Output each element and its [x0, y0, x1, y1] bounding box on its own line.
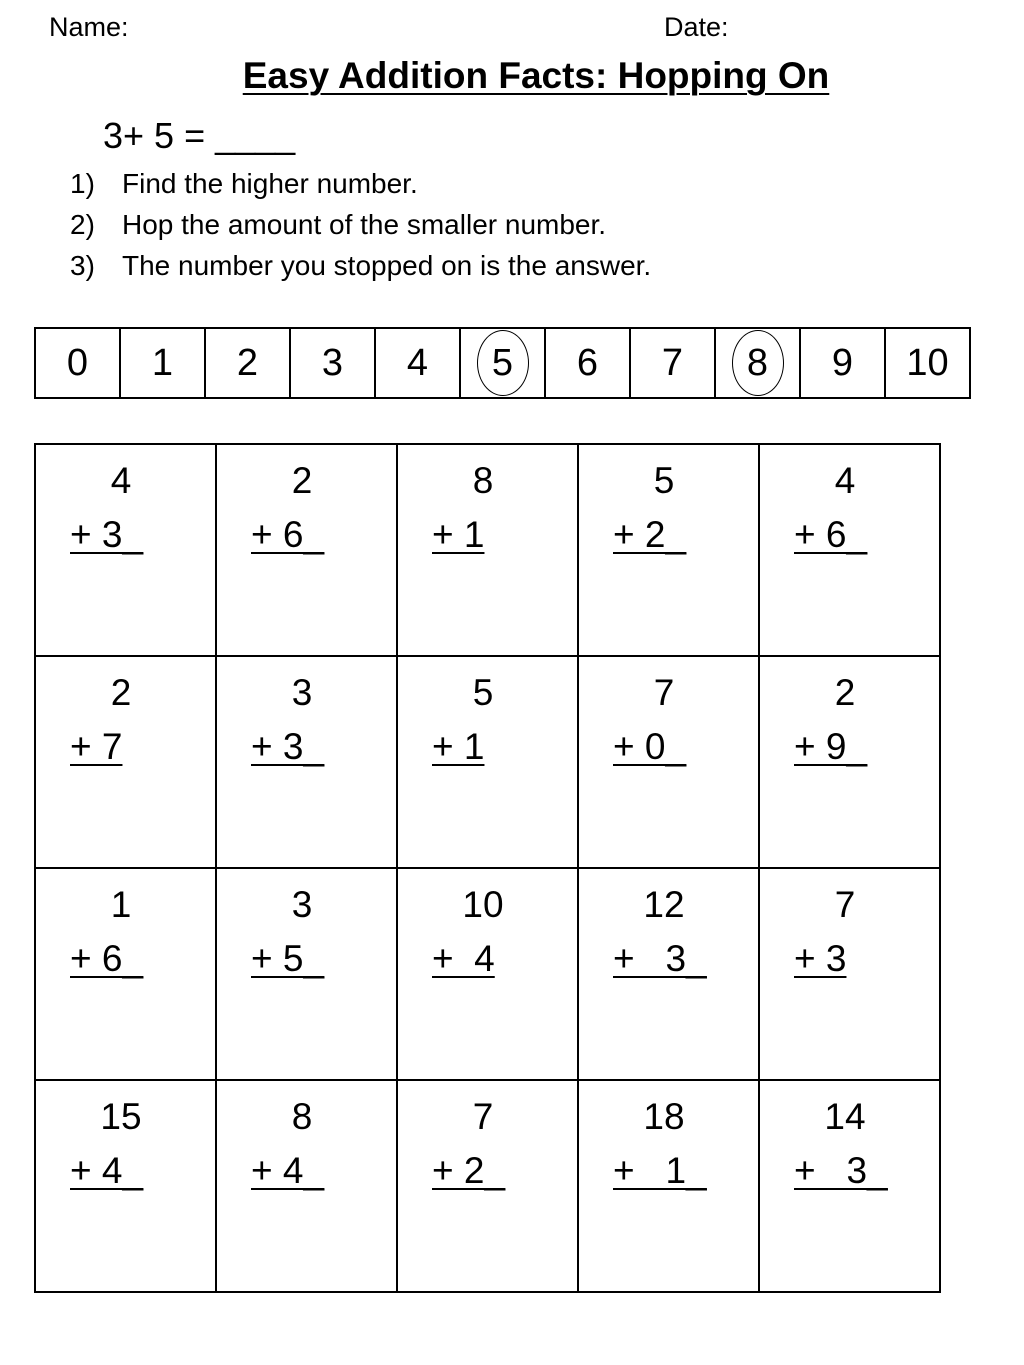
number-line-cell: [716, 329, 801, 397]
number-line-number: 7: [661, 341, 684, 384]
problem-top-number: 3: [291, 672, 313, 713]
problem-cell[interactable]: [36, 869, 217, 1081]
problem-addend: + 9_: [794, 726, 868, 767]
number-line-number: 5: [491, 341, 514, 384]
circle-mark: [732, 330, 784, 396]
number-line-number: 2: [236, 341, 259, 384]
number-line-number: 1: [151, 341, 174, 384]
problem-cell[interactable]: [398, 869, 579, 1081]
problem-addend: + 3_: [613, 938, 707, 979]
step-text: Hop the amount of the smaller number.: [122, 209, 607, 240]
problem-top-number: 8: [291, 1096, 313, 1137]
problem-top-number: 10: [462, 884, 504, 925]
problem-cell[interactable]: [217, 1081, 398, 1293]
problem-cell[interactable]: [760, 1081, 941, 1293]
problem-addend: + 2_: [613, 514, 687, 555]
problem-addend: + 1: [432, 726, 485, 767]
problem-cell[interactable]: [36, 445, 217, 657]
number-line-cell: [801, 329, 886, 397]
date-label: Date:: [664, 12, 729, 42]
problem-top-number: 5: [653, 460, 675, 501]
step-number: 3): [70, 250, 95, 281]
problem-addend: + 1_: [613, 1150, 707, 1191]
problem-top-number: 18: [643, 1096, 685, 1137]
number-line-cell: [206, 329, 291, 397]
problem-cell[interactable]: [36, 1081, 217, 1293]
instruction-step: [70, 207, 606, 243]
problem-cell[interactable]: [579, 445, 760, 657]
problem-addend: + 6_: [70, 938, 144, 979]
problem-addend: + 2_: [432, 1150, 506, 1191]
problem-cell[interactable]: [36, 657, 217, 869]
number-line-cell: [121, 329, 206, 397]
step-text: The number you stopped on is the answer.: [122, 250, 652, 281]
step-number: 1): [70, 168, 95, 199]
problem-cell[interactable]: [398, 445, 579, 657]
problem-cell[interactable]: [760, 445, 941, 657]
problem-top-number: 1: [110, 884, 132, 925]
problem-top-number: 8: [472, 460, 494, 501]
problem-top-number: 4: [834, 460, 856, 501]
problem-top-number: 14: [824, 1096, 866, 1137]
problem-addend: + 4_: [251, 1150, 325, 1191]
problem-top-number: 2: [834, 672, 856, 713]
worksheet-title: Easy Addition Facts: Hopping On: [242, 55, 830, 96]
number-line-cell: [886, 329, 971, 397]
problem-top-number: 7: [834, 884, 856, 925]
example-equation: 3+ 5 = ____: [103, 115, 296, 156]
number-line-number: 8: [746, 341, 769, 384]
problem-cell[interactable]: [217, 869, 398, 1081]
instruction-step: [70, 166, 418, 202]
problem-cell[interactable]: [760, 657, 941, 869]
circle-mark: [477, 330, 529, 396]
problem-addend: + 6_: [794, 514, 868, 555]
number-line-number: 6: [576, 341, 599, 384]
problem-addend: + 3_: [251, 726, 325, 767]
number-line-number: 9: [831, 341, 854, 384]
number-line-cell: [631, 329, 716, 397]
number-line-cell: [546, 329, 631, 397]
problem-top-number: 7: [472, 1096, 494, 1137]
problem-addend: + 3_: [70, 514, 144, 555]
problem-cell[interactable]: [398, 1081, 579, 1293]
problem-cell[interactable]: [579, 869, 760, 1081]
number-line-cell: [461, 329, 546, 397]
problem-top-number: 15: [100, 1096, 142, 1137]
problem-addend: + 3_: [794, 1150, 888, 1191]
problem-top-number: 5: [472, 672, 494, 713]
name-label: Name:: [49, 12, 129, 42]
problem-grid: [34, 443, 941, 1293]
problem-addend: + 4: [432, 938, 495, 979]
number-line-cell: [376, 329, 461, 397]
problem-cell[interactable]: [579, 1081, 760, 1293]
problem-addend: + 6_: [251, 514, 325, 555]
problem-cell[interactable]: [760, 869, 941, 1081]
problem-cell[interactable]: [217, 657, 398, 869]
problem-top-number: 2: [291, 460, 313, 501]
problem-cell[interactable]: [398, 657, 579, 869]
problem-addend: + 5_: [251, 938, 325, 979]
instruction-step: [70, 248, 651, 284]
problem-top-number: 4: [110, 460, 132, 501]
number-line-number: 10: [906, 341, 949, 384]
problem-addend: + 1: [432, 514, 485, 555]
number-line-number: 4: [406, 341, 429, 384]
step-text: Find the higher number.: [122, 168, 418, 199]
problem-top-number: 12: [643, 884, 685, 925]
problem-cell[interactable]: [217, 445, 398, 657]
problem-addend: + 4_: [70, 1150, 144, 1191]
problem-addend: + 7: [70, 726, 123, 767]
problem-cell[interactable]: [579, 657, 760, 869]
number-line-number: 0: [66, 341, 89, 384]
number-line: [34, 327, 971, 399]
problem-addend: + 3: [794, 938, 847, 979]
number-line-cell: [291, 329, 376, 397]
number-line-number: 3: [321, 341, 344, 384]
number-line-cell: [36, 329, 121, 397]
problem-top-number: 2: [110, 672, 132, 713]
problem-addend: + 0_: [613, 726, 687, 767]
problem-top-number: 3: [291, 884, 313, 925]
problem-top-number: 7: [653, 672, 675, 713]
step-number: 2): [70, 209, 95, 240]
